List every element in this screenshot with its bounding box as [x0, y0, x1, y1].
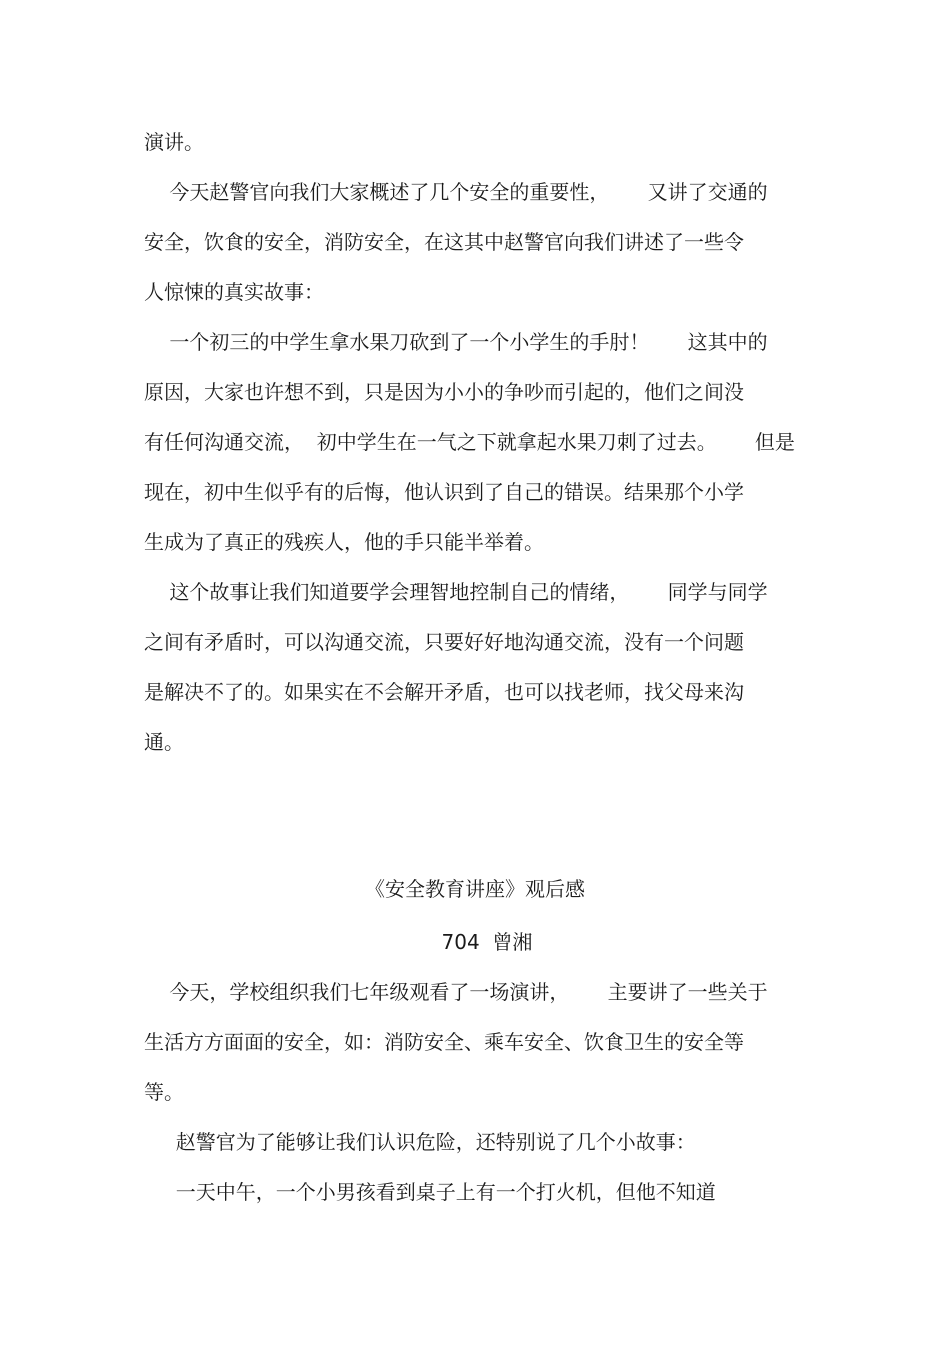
essay-title: 《安全教育讲座》观后感	[365, 877, 585, 901]
text-line: 有任何沟通交流， 初中学生在一气之下就拿起水果刀刺了过去。 但是	[144, 430, 795, 454]
text-line: 是解决不了的。如果实在不会解开矛盾，也可以找老师，找父母来沟	[144, 680, 744, 704]
text-line: 之间有矛盾时，可以沟通交流，只要好好地沟通交流，没有一个问题	[144, 630, 744, 654]
text-line: 今天赵警官向我们大家概述了几个安全的重要性， 又讲了交通的	[144, 180, 768, 204]
text-line: 安全，饮食的安全，消防安全，在这其中赵警官向我们讲述了一些令	[144, 230, 744, 254]
text-line: 人惊悚的真实故事：	[144, 280, 324, 304]
text-line: 生成为了真正的残疾人，他的手只能半举着。	[144, 530, 544, 554]
text-line: 今天，学校组织我们七年级观看了一场演讲， 主要讲了一些关于	[144, 980, 768, 1004]
text-line: 生活方方面面的安全，如：消防安全、乘车安全、饮食卫生的安全等	[144, 1030, 744, 1054]
text-line: 赵警官为了能够让我们认识危险，还特别说了几个小故事：	[144, 1130, 696, 1154]
text-line: 演讲。	[144, 130, 204, 154]
text-line: 通。	[144, 730, 184, 754]
text-line: 一天中午，一个小男孩看到桌子上有一个打火机，但他不知道	[144, 1180, 716, 1204]
text-line: 原因，大家也许想不到，只是因为小小的争吵而引起的，他们之间没	[144, 380, 744, 404]
essay-author: 704 曾湘	[441, 930, 533, 954]
text-line: 一个初三的中学生拿水果刀砍到了一个小学生的手肘！ 这其中的	[144, 330, 768, 354]
text-line: 等。	[144, 1080, 184, 1104]
text-line: 这个故事让我们知道要学会理智地控制自己的情绪， 同学与同学	[144, 580, 768, 604]
text-line: 现在，初中生似乎有的后悔，他认识到了自己的错误。结果那个小学	[144, 480, 744, 504]
